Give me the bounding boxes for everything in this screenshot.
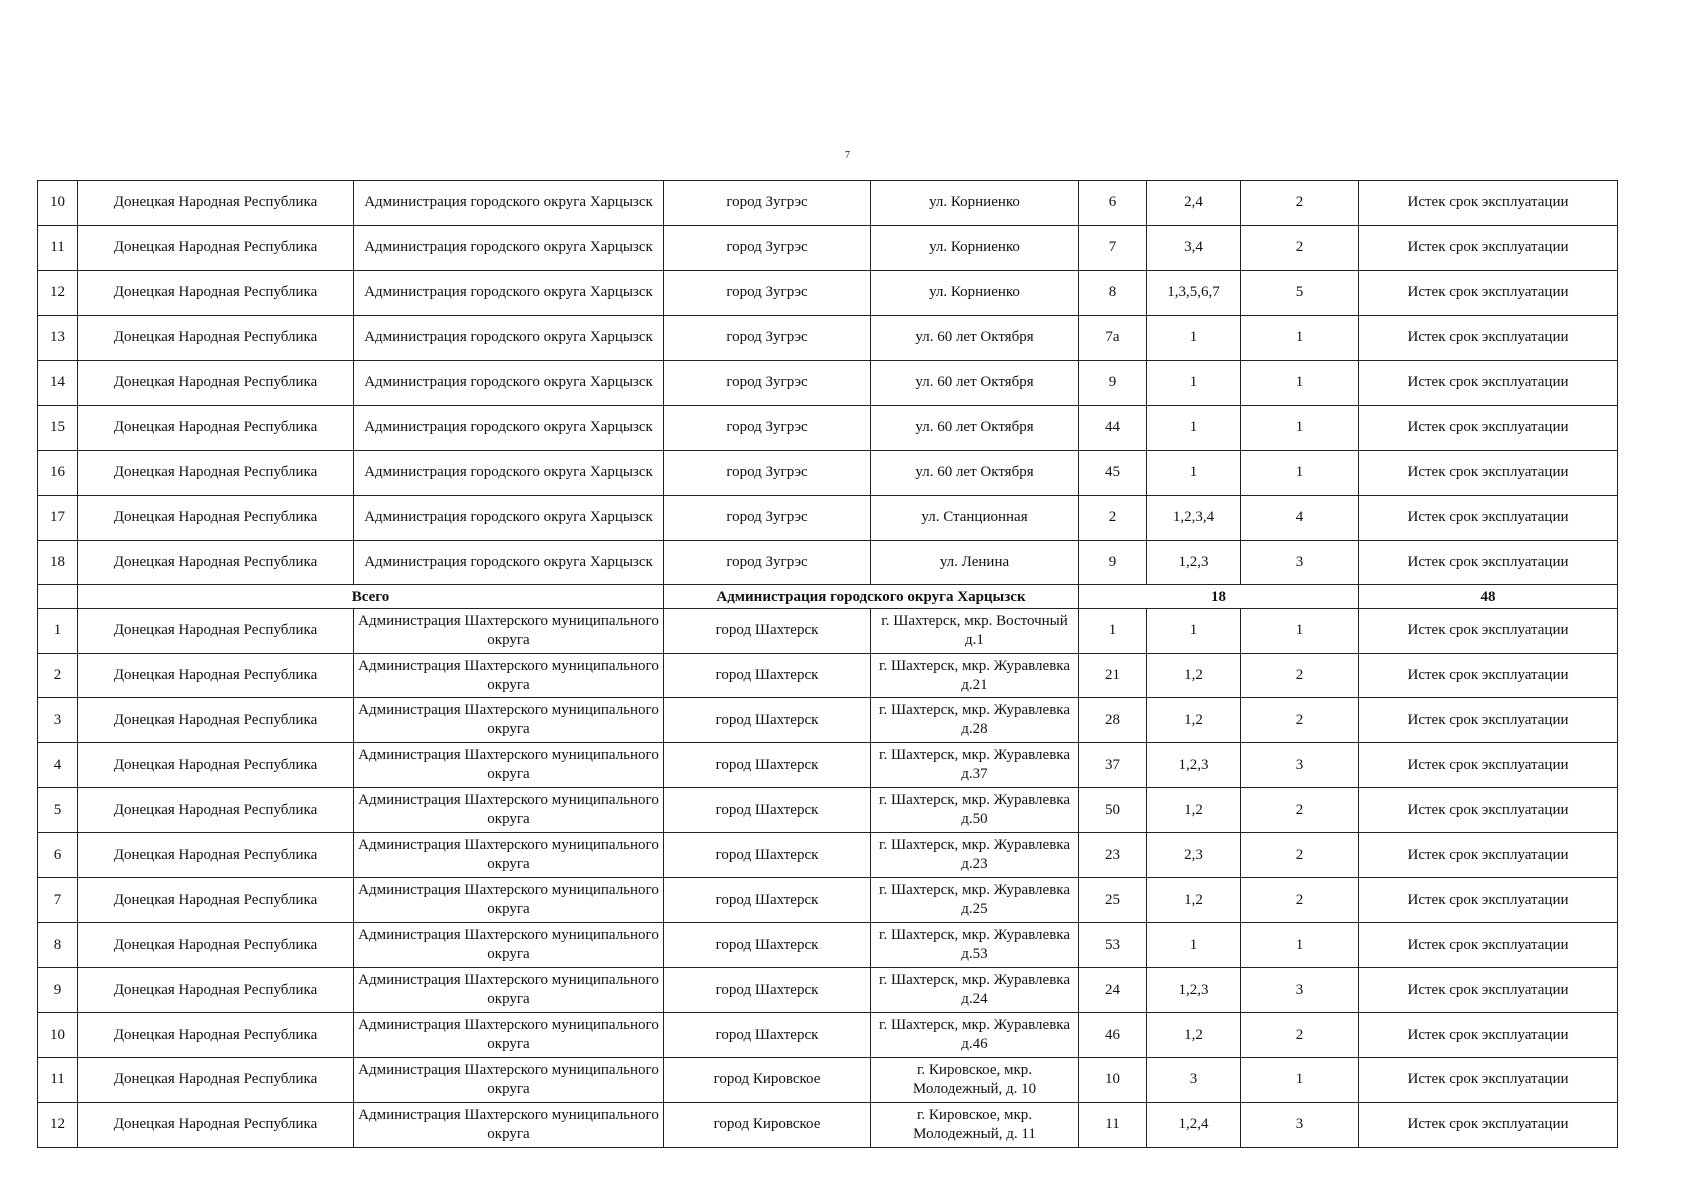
region-cell: Донецкая Народная Республика bbox=[78, 360, 354, 405]
reason-cell: Истек срок эксплуатации bbox=[1359, 788, 1618, 833]
address-cell: г. Шахтерск, мкр. Журавлевка д.28 bbox=[871, 698, 1079, 743]
city-cell: город Зугрэс bbox=[664, 450, 871, 495]
address-cell: ул. Корниенко bbox=[871, 270, 1079, 315]
address-cell: г. Шахтерск, мкр. Восточный д.1 bbox=[871, 608, 1079, 653]
count-cell: 2 bbox=[1241, 181, 1359, 226]
administration-cell: Администрация Шахтерского муниципального округа bbox=[354, 968, 664, 1013]
reason-cell: Истек срок эксплуатации bbox=[1359, 450, 1618, 495]
house-number-cell: 10 bbox=[1079, 1057, 1147, 1102]
region-cell: Донецкая Народная Республика bbox=[78, 833, 354, 878]
count-cell: 3 bbox=[1241, 968, 1359, 1013]
entrances-cell: 1 bbox=[1147, 405, 1241, 450]
city-cell: город Зугрэс bbox=[664, 495, 871, 540]
address-cell: ул. Корниенко bbox=[871, 181, 1079, 226]
region-cell: Донецкая Народная Республика bbox=[78, 1102, 354, 1147]
count-cell: 2 bbox=[1241, 225, 1359, 270]
count-cell: 1 bbox=[1241, 405, 1359, 450]
entrances-cell: 1 bbox=[1147, 923, 1241, 968]
entrances-cell: 2,3 bbox=[1147, 833, 1241, 878]
table-row bbox=[38, 405, 1618, 450]
row-number: 10 bbox=[38, 181, 78, 226]
city-cell: город Зугрэс bbox=[664, 181, 871, 226]
table-row bbox=[38, 608, 1618, 653]
count-cell: 1 bbox=[1241, 360, 1359, 405]
page-number: 7 bbox=[845, 150, 850, 161]
table-row bbox=[38, 1013, 1618, 1058]
entrances-cell: 1,2,3 bbox=[1147, 743, 1241, 788]
reason-cell: Истек срок эксплуатации bbox=[1359, 1057, 1618, 1102]
city-cell: город Зугрэс bbox=[664, 225, 871, 270]
region-cell: Донецкая Народная Республика bbox=[78, 968, 354, 1013]
house-number-cell: 11 bbox=[1079, 1102, 1147, 1147]
address-cell: ул. 60 лет Октября bbox=[871, 315, 1079, 360]
table-row bbox=[38, 270, 1618, 315]
entrances-cell: 1,2 bbox=[1147, 1013, 1241, 1058]
entrances-cell: 1 bbox=[1147, 608, 1241, 653]
reason-cell: Истек срок эксплуатации bbox=[1359, 968, 1618, 1013]
table-row bbox=[38, 923, 1618, 968]
table-row bbox=[38, 225, 1618, 270]
administration-cell: Администрация Шахтерского муниципального округа bbox=[354, 923, 664, 968]
total-empty-cell bbox=[38, 585, 78, 608]
reason-cell: Истек срок эксплуатации bbox=[1359, 743, 1618, 788]
reason-cell: Истек срок эксплуатации bbox=[1359, 608, 1618, 653]
administration-cell: Администрация Шахтерского муниципального округа bbox=[354, 1102, 664, 1147]
row-number: 13 bbox=[38, 315, 78, 360]
count-cell: 3 bbox=[1241, 540, 1359, 585]
city-cell: город Шахтерск bbox=[664, 968, 871, 1013]
city-cell: город Шахтерск bbox=[664, 923, 871, 968]
reason-cell: Истек срок эксплуатации bbox=[1359, 878, 1618, 923]
region-cell: Донецкая Народная Республика bbox=[78, 270, 354, 315]
region-cell: Донецкая Народная Республика bbox=[78, 405, 354, 450]
address-cell: г. Шахтерск, мкр. Журавлевка д.50 bbox=[871, 788, 1079, 833]
region-cell: Донецкая Народная Республика bbox=[78, 653, 354, 698]
administration-cell: Администрация Шахтерского муниципального округа bbox=[354, 878, 664, 923]
house-number-cell: 2 bbox=[1079, 495, 1147, 540]
entrances-cell: 2,4 bbox=[1147, 181, 1241, 226]
reason-cell: Истек срок эксплуатации bbox=[1359, 225, 1618, 270]
count-cell: 2 bbox=[1241, 653, 1359, 698]
house-number-cell: 1 bbox=[1079, 608, 1147, 653]
city-cell: город Зугрэс bbox=[664, 315, 871, 360]
row-number: 9 bbox=[38, 968, 78, 1013]
reason-cell: Истек срок эксплуатации bbox=[1359, 653, 1618, 698]
address-cell: ул. 60 лет Октября bbox=[871, 405, 1079, 450]
administration-cell: Администрация Шахтерского муниципального округа bbox=[354, 1013, 664, 1058]
region-cell: Донецкая Народная Республика bbox=[78, 540, 354, 585]
address-cell: г. Шахтерск, мкр. Журавлевка д.21 bbox=[871, 653, 1079, 698]
reason-cell: Истек срок эксплуатации bbox=[1359, 698, 1618, 743]
row-number: 7 bbox=[38, 878, 78, 923]
administration-cell: Администрация городского округа Харцызск bbox=[354, 181, 664, 226]
reason-cell: Истек срок эксплуатации bbox=[1359, 315, 1618, 360]
entrances-cell: 1,2,3 bbox=[1147, 968, 1241, 1013]
entrances-cell: 1,3,5,6,7 bbox=[1147, 270, 1241, 315]
table-row bbox=[38, 540, 1618, 585]
table-row bbox=[38, 788, 1618, 833]
row-number: 1 bbox=[38, 608, 78, 653]
table-row bbox=[38, 360, 1618, 405]
table-row bbox=[38, 653, 1618, 698]
city-cell: город Шахтерск bbox=[664, 698, 871, 743]
row-number: 14 bbox=[38, 360, 78, 405]
reason-cell: Истек срок эксплуатации bbox=[1359, 181, 1618, 226]
house-number-cell: 46 bbox=[1079, 1013, 1147, 1058]
reason-cell: Истек срок эксплуатации bbox=[1359, 405, 1618, 450]
reason-cell: Истек срок эксплуатации bbox=[1359, 495, 1618, 540]
entrances-cell: 1 bbox=[1147, 360, 1241, 405]
count-cell: 2 bbox=[1241, 788, 1359, 833]
region-cell: Донецкая Народная Республика bbox=[78, 495, 354, 540]
table-row bbox=[38, 450, 1618, 495]
region-cell: Донецкая Народная Республика bbox=[78, 225, 354, 270]
row-number: 6 bbox=[38, 833, 78, 878]
house-number-cell: 23 bbox=[1079, 833, 1147, 878]
city-cell: город Шахтерск bbox=[664, 1013, 871, 1058]
city-cell: город Зугрэс bbox=[664, 405, 871, 450]
address-cell: ул. Станционная bbox=[871, 495, 1079, 540]
house-number-cell: 7 bbox=[1079, 225, 1147, 270]
count-cell: 1 bbox=[1241, 1057, 1359, 1102]
table-row bbox=[38, 968, 1618, 1013]
count-cell: 3 bbox=[1241, 743, 1359, 788]
city-cell: город Кировское bbox=[664, 1057, 871, 1102]
row-number: 5 bbox=[38, 788, 78, 833]
entrances-cell: 1,2,3,4 bbox=[1147, 495, 1241, 540]
administration-cell: Администрация Шахтерского муниципального округа bbox=[354, 833, 664, 878]
administration-cell: Администрация городского округа Харцызск bbox=[354, 360, 664, 405]
entrances-cell: 3,4 bbox=[1147, 225, 1241, 270]
entrances-cell: 1,2,3 bbox=[1147, 540, 1241, 585]
address-cell: г. Шахтерск, мкр. Журавлевка д.24 bbox=[871, 968, 1079, 1013]
address-cell: ул. Ленина bbox=[871, 540, 1079, 585]
count-cell: 1 bbox=[1241, 608, 1359, 653]
count-cell: 1 bbox=[1241, 450, 1359, 495]
administration-cell: Администрация городского округа Харцызск bbox=[354, 405, 664, 450]
city-cell: город Шахтерск bbox=[664, 788, 871, 833]
house-number-cell: 8 bbox=[1079, 270, 1147, 315]
count-cell: 2 bbox=[1241, 1013, 1359, 1058]
house-number-cell: 37 bbox=[1079, 743, 1147, 788]
row-number: 15 bbox=[38, 405, 78, 450]
housing-register-table bbox=[37, 180, 1618, 1148]
count-cell: 2 bbox=[1241, 878, 1359, 923]
house-number-cell: 21 bbox=[1079, 653, 1147, 698]
city-cell: город Кировское bbox=[664, 1102, 871, 1147]
entrances-cell: 1,2 bbox=[1147, 698, 1241, 743]
row-number: 10 bbox=[38, 1013, 78, 1058]
reason-cell: Истек срок эксплуатации bbox=[1359, 833, 1618, 878]
count-cell: 2 bbox=[1241, 698, 1359, 743]
administration-cell: Администрация городского округа Харцызск bbox=[354, 495, 664, 540]
row-number: 8 bbox=[38, 923, 78, 968]
row-number: 17 bbox=[38, 495, 78, 540]
region-cell: Донецкая Народная Республика bbox=[78, 608, 354, 653]
house-number-cell: 6 bbox=[1079, 181, 1147, 226]
address-cell: г. Кировское, мкр. Молодежный, д. 10 bbox=[871, 1057, 1079, 1102]
address-cell: г. Шахтерск, мкр. Журавлевка д.53 bbox=[871, 923, 1079, 968]
house-number-cell: 9 bbox=[1079, 360, 1147, 405]
region-cell: Донецкая Народная Республика bbox=[78, 181, 354, 226]
total-row bbox=[38, 585, 1618, 608]
row-number: 16 bbox=[38, 450, 78, 495]
total-count: 48 bbox=[1359, 585, 1618, 608]
reason-cell: Истек срок эксплуатации bbox=[1359, 923, 1618, 968]
city-cell: город Шахтерск bbox=[664, 833, 871, 878]
table-row bbox=[38, 495, 1618, 540]
house-number-cell: 44 bbox=[1079, 405, 1147, 450]
administration-cell: Администрация городского округа Харцызск bbox=[354, 315, 664, 360]
reason-cell: Истек срок эксплуатации bbox=[1359, 270, 1618, 315]
house-number-cell: 25 bbox=[1079, 878, 1147, 923]
entrances-cell: 1 bbox=[1147, 315, 1241, 360]
region-cell: Донецкая Народная Республика bbox=[78, 450, 354, 495]
address-cell: г. Шахтерск, мкр. Журавлевка д.25 bbox=[871, 878, 1079, 923]
address-cell: ул. Корниенко bbox=[871, 225, 1079, 270]
count-cell: 2 bbox=[1241, 833, 1359, 878]
table-row bbox=[38, 1057, 1618, 1102]
address-cell: г. Шахтерск, мкр. Журавлевка д.37 bbox=[871, 743, 1079, 788]
administration-cell: Администрация городского округа Харцызск bbox=[354, 225, 664, 270]
entrances-cell: 1,2 bbox=[1147, 653, 1241, 698]
administration-cell: Администрация Шахтерского муниципального округа bbox=[354, 653, 664, 698]
reason-cell: Истек срок эксплуатации bbox=[1359, 1102, 1618, 1147]
region-cell: Донецкая Народная Республика bbox=[78, 923, 354, 968]
administration-cell: Администрация Шахтерского муниципального округа bbox=[354, 743, 664, 788]
table-row bbox=[38, 315, 1618, 360]
count-cell: 5 bbox=[1241, 270, 1359, 315]
city-cell: город Шахтерск bbox=[664, 878, 871, 923]
table-row bbox=[38, 1102, 1618, 1147]
address-cell: ул. 60 лет Октября bbox=[871, 360, 1079, 405]
table-row bbox=[38, 743, 1618, 788]
region-cell: Донецкая Народная Республика bbox=[78, 1013, 354, 1058]
house-number-cell: 24 bbox=[1079, 968, 1147, 1013]
administration-cell: Администрация Шахтерского муниципального округа bbox=[354, 1057, 664, 1102]
reason-cell: Истек срок эксплуатации bbox=[1359, 540, 1618, 585]
city-cell: город Шахтерск bbox=[664, 743, 871, 788]
city-cell: город Шахтерск bbox=[664, 608, 871, 653]
administration-cell: Администрация Шахтерского муниципального округа bbox=[354, 698, 664, 743]
region-cell: Донецкая Народная Республика bbox=[78, 788, 354, 833]
total-administration: Администрация городского округа Харцызск bbox=[664, 585, 1079, 608]
administration-cell: Администрация Шахтерского муниципального округа bbox=[354, 788, 664, 833]
city-cell: город Зугрэс bbox=[664, 540, 871, 585]
row-number: 12 bbox=[38, 270, 78, 315]
row-number: 11 bbox=[38, 1057, 78, 1102]
row-number: 11 bbox=[38, 225, 78, 270]
house-number-cell: 53 bbox=[1079, 923, 1147, 968]
house-number-cell: 28 bbox=[1079, 698, 1147, 743]
count-cell: 1 bbox=[1241, 923, 1359, 968]
city-cell: город Зугрэс bbox=[664, 270, 871, 315]
address-cell: г. Кировское, мкр. Молодежный, д. 11 bbox=[871, 1102, 1079, 1147]
address-cell: ул. 60 лет Октября bbox=[871, 450, 1079, 495]
row-number: 18 bbox=[38, 540, 78, 585]
house-number-cell: 50 bbox=[1079, 788, 1147, 833]
entrances-cell: 1,2 bbox=[1147, 788, 1241, 833]
address-cell: г. Шахтерск, мкр. Журавлевка д.46 bbox=[871, 1013, 1079, 1058]
city-cell: город Шахтерск bbox=[664, 653, 871, 698]
row-number: 12 bbox=[38, 1102, 78, 1147]
row-number: 4 bbox=[38, 743, 78, 788]
city-cell: город Зугрэс bbox=[664, 360, 871, 405]
count-cell: 3 bbox=[1241, 1102, 1359, 1147]
house-number-cell: 9 bbox=[1079, 540, 1147, 585]
entrances-cell: 1,2,4 bbox=[1147, 1102, 1241, 1147]
table-row bbox=[38, 833, 1618, 878]
region-cell: Донецкая Народная Республика bbox=[78, 698, 354, 743]
administration-cell: Администрация городского округа Харцызск bbox=[354, 450, 664, 495]
house-number-cell: 7а bbox=[1079, 315, 1147, 360]
entrances-cell: 1 bbox=[1147, 450, 1241, 495]
table-row bbox=[38, 878, 1618, 923]
region-cell: Донецкая Народная Республика bbox=[78, 743, 354, 788]
count-cell: 4 bbox=[1241, 495, 1359, 540]
administration-cell: Администрация Шахтерского муниципального округа bbox=[354, 608, 664, 653]
row-number: 2 bbox=[38, 653, 78, 698]
reason-cell: Истек срок эксплуатации bbox=[1359, 1013, 1618, 1058]
address-cell: г. Шахтерск, мкр. Журавлевка д.23 bbox=[871, 833, 1079, 878]
administration-cell: Администрация городского округа Харцызск bbox=[354, 540, 664, 585]
region-cell: Донецкая Народная Республика bbox=[78, 878, 354, 923]
entrances-cell: 3 bbox=[1147, 1057, 1241, 1102]
entrances-cell: 1,2 bbox=[1147, 878, 1241, 923]
row-number: 3 bbox=[38, 698, 78, 743]
house-number-cell: 45 bbox=[1079, 450, 1147, 495]
reason-cell: Истек срок эксплуатации bbox=[1359, 360, 1618, 405]
administration-cell: Администрация городского округа Харцызск bbox=[354, 270, 664, 315]
region-cell: Донецкая Народная Республика bbox=[78, 315, 354, 360]
total-houses: 18 bbox=[1079, 585, 1359, 608]
total-label: Всего bbox=[78, 585, 664, 608]
table-row bbox=[38, 181, 1618, 226]
count-cell: 1 bbox=[1241, 315, 1359, 360]
table-row bbox=[38, 698, 1618, 743]
region-cell: Донецкая Народная Республика bbox=[78, 1057, 354, 1102]
